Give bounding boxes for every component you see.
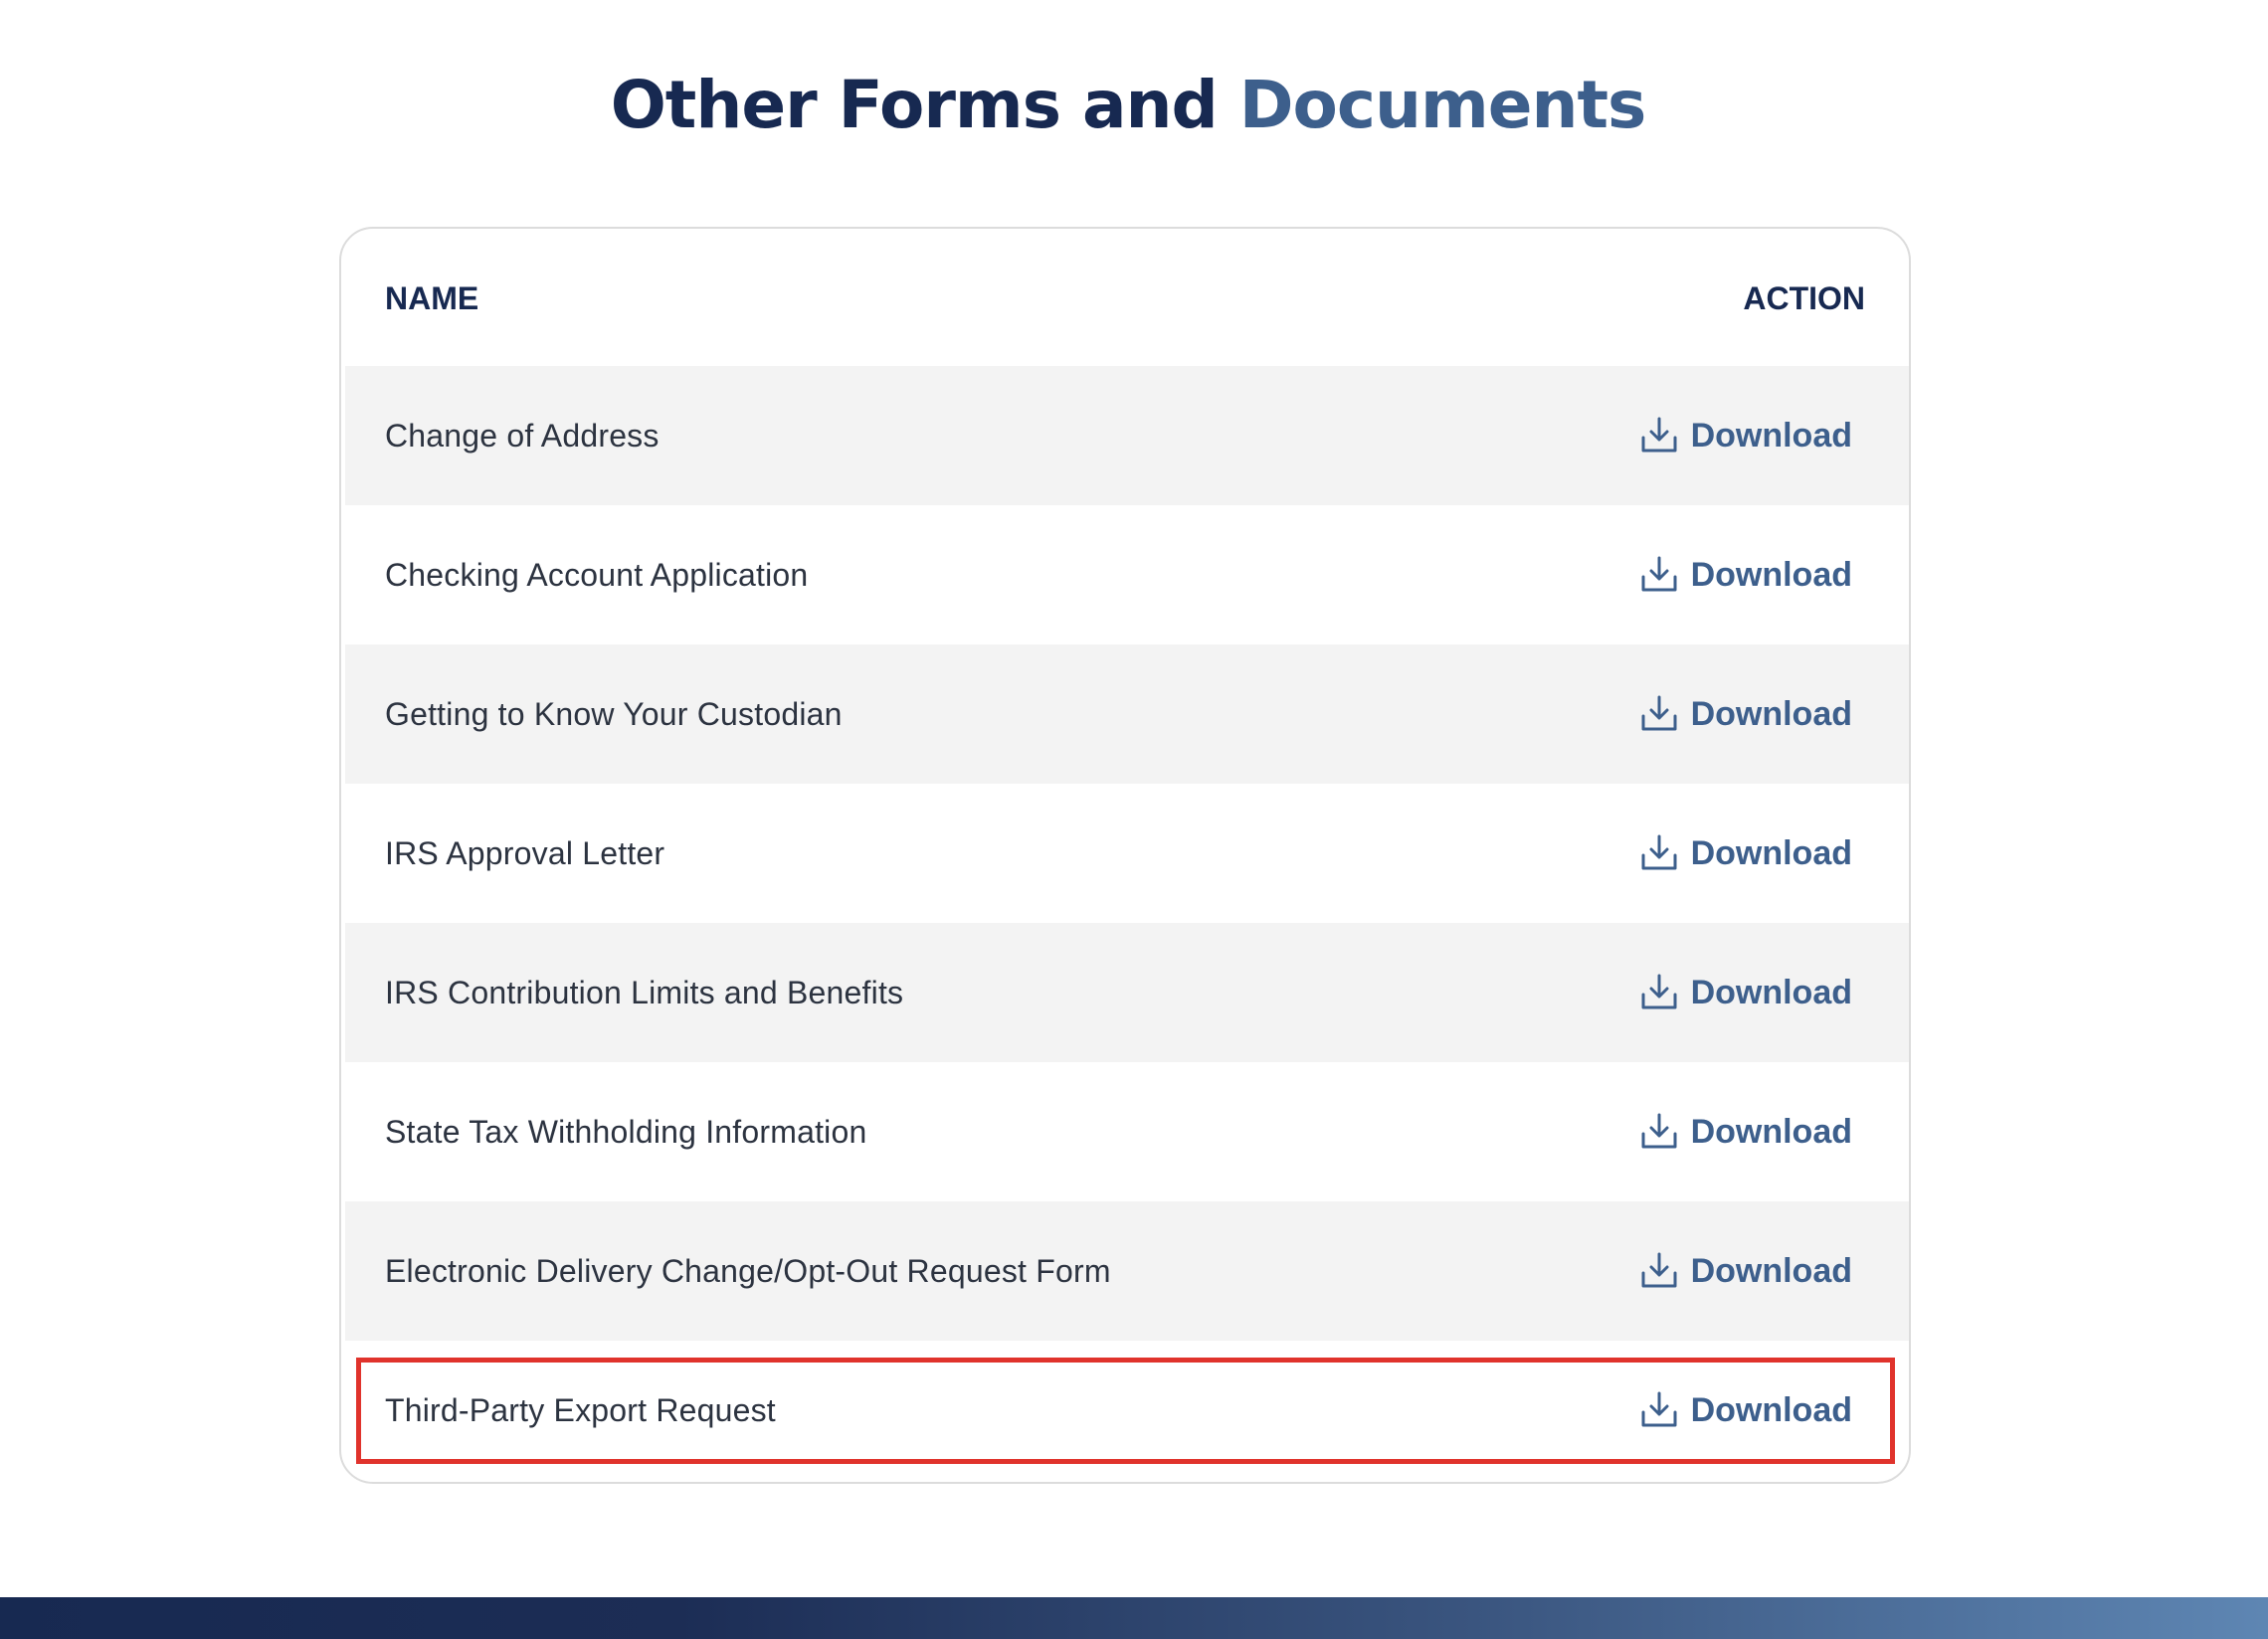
document-name: Checking Account Application: [385, 557, 809, 593]
table-row: [345, 505, 1909, 644]
table-row: [345, 1062, 1909, 1201]
document-name: Third-Party Export Request: [385, 1392, 776, 1428]
table-row: [345, 644, 1909, 784]
table-row: [345, 1341, 1909, 1480]
document-name: Electronic Delivery Change/Opt-Out Request Form: [385, 1253, 1111, 1289]
page-title: [0, 62, 2256, 149]
document-name: Getting to Know Your Custodian: [385, 696, 843, 732]
table-header: [341, 229, 1909, 366]
download-icon: [1639, 555, 1679, 595]
download-link[interactable]: [1639, 694, 1852, 734]
download-label: Download: [1690, 417, 1852, 455]
document-name: IRS Contribution Limits and Benefits: [385, 975, 904, 1010]
download-icon: [1639, 416, 1679, 455]
download-link[interactable]: [1639, 1112, 1852, 1152]
table-row: [345, 366, 1909, 505]
download-label: Download: [1690, 1252, 1852, 1290]
download-label: Download: [1690, 834, 1852, 872]
download-link[interactable]: [1639, 973, 1852, 1012]
download-icon: [1639, 833, 1679, 873]
download-icon: [1639, 1112, 1679, 1152]
document-name: Change of Address: [385, 418, 660, 454]
download-icon: [1639, 1390, 1679, 1430]
download-link[interactable]: [1639, 416, 1852, 455]
download-icon: [1639, 973, 1679, 1012]
column-header-name: NAME: [385, 280, 479, 316]
table-row: [345, 923, 1909, 1062]
footer-bar: [0, 1597, 2268, 1639]
download-label: Download: [1690, 974, 1852, 1011]
download-link[interactable]: [1639, 1251, 1852, 1291]
download-link[interactable]: [1639, 555, 1852, 595]
page-title-accent: Documents: [1238, 67, 1646, 143]
download-icon: [1639, 1251, 1679, 1291]
download-link[interactable]: [1639, 1390, 1852, 1430]
document-name: State Tax Withholding Information: [385, 1114, 867, 1150]
page-title-primary: Other Forms and: [610, 67, 1218, 143]
column-header-action: ACTION: [1743, 280, 1865, 316]
download-link[interactable]: [1639, 833, 1852, 873]
documents-table: [339, 227, 1911, 1484]
download-label: Download: [1690, 695, 1852, 733]
download-label: Download: [1690, 556, 1852, 594]
download-icon: [1639, 694, 1679, 734]
document-name: IRS Approval Letter: [385, 835, 665, 871]
table-row: [345, 784, 1909, 923]
download-label: Download: [1690, 1391, 1852, 1429]
download-label: Download: [1690, 1113, 1852, 1151]
table-row: [345, 1201, 1909, 1341]
